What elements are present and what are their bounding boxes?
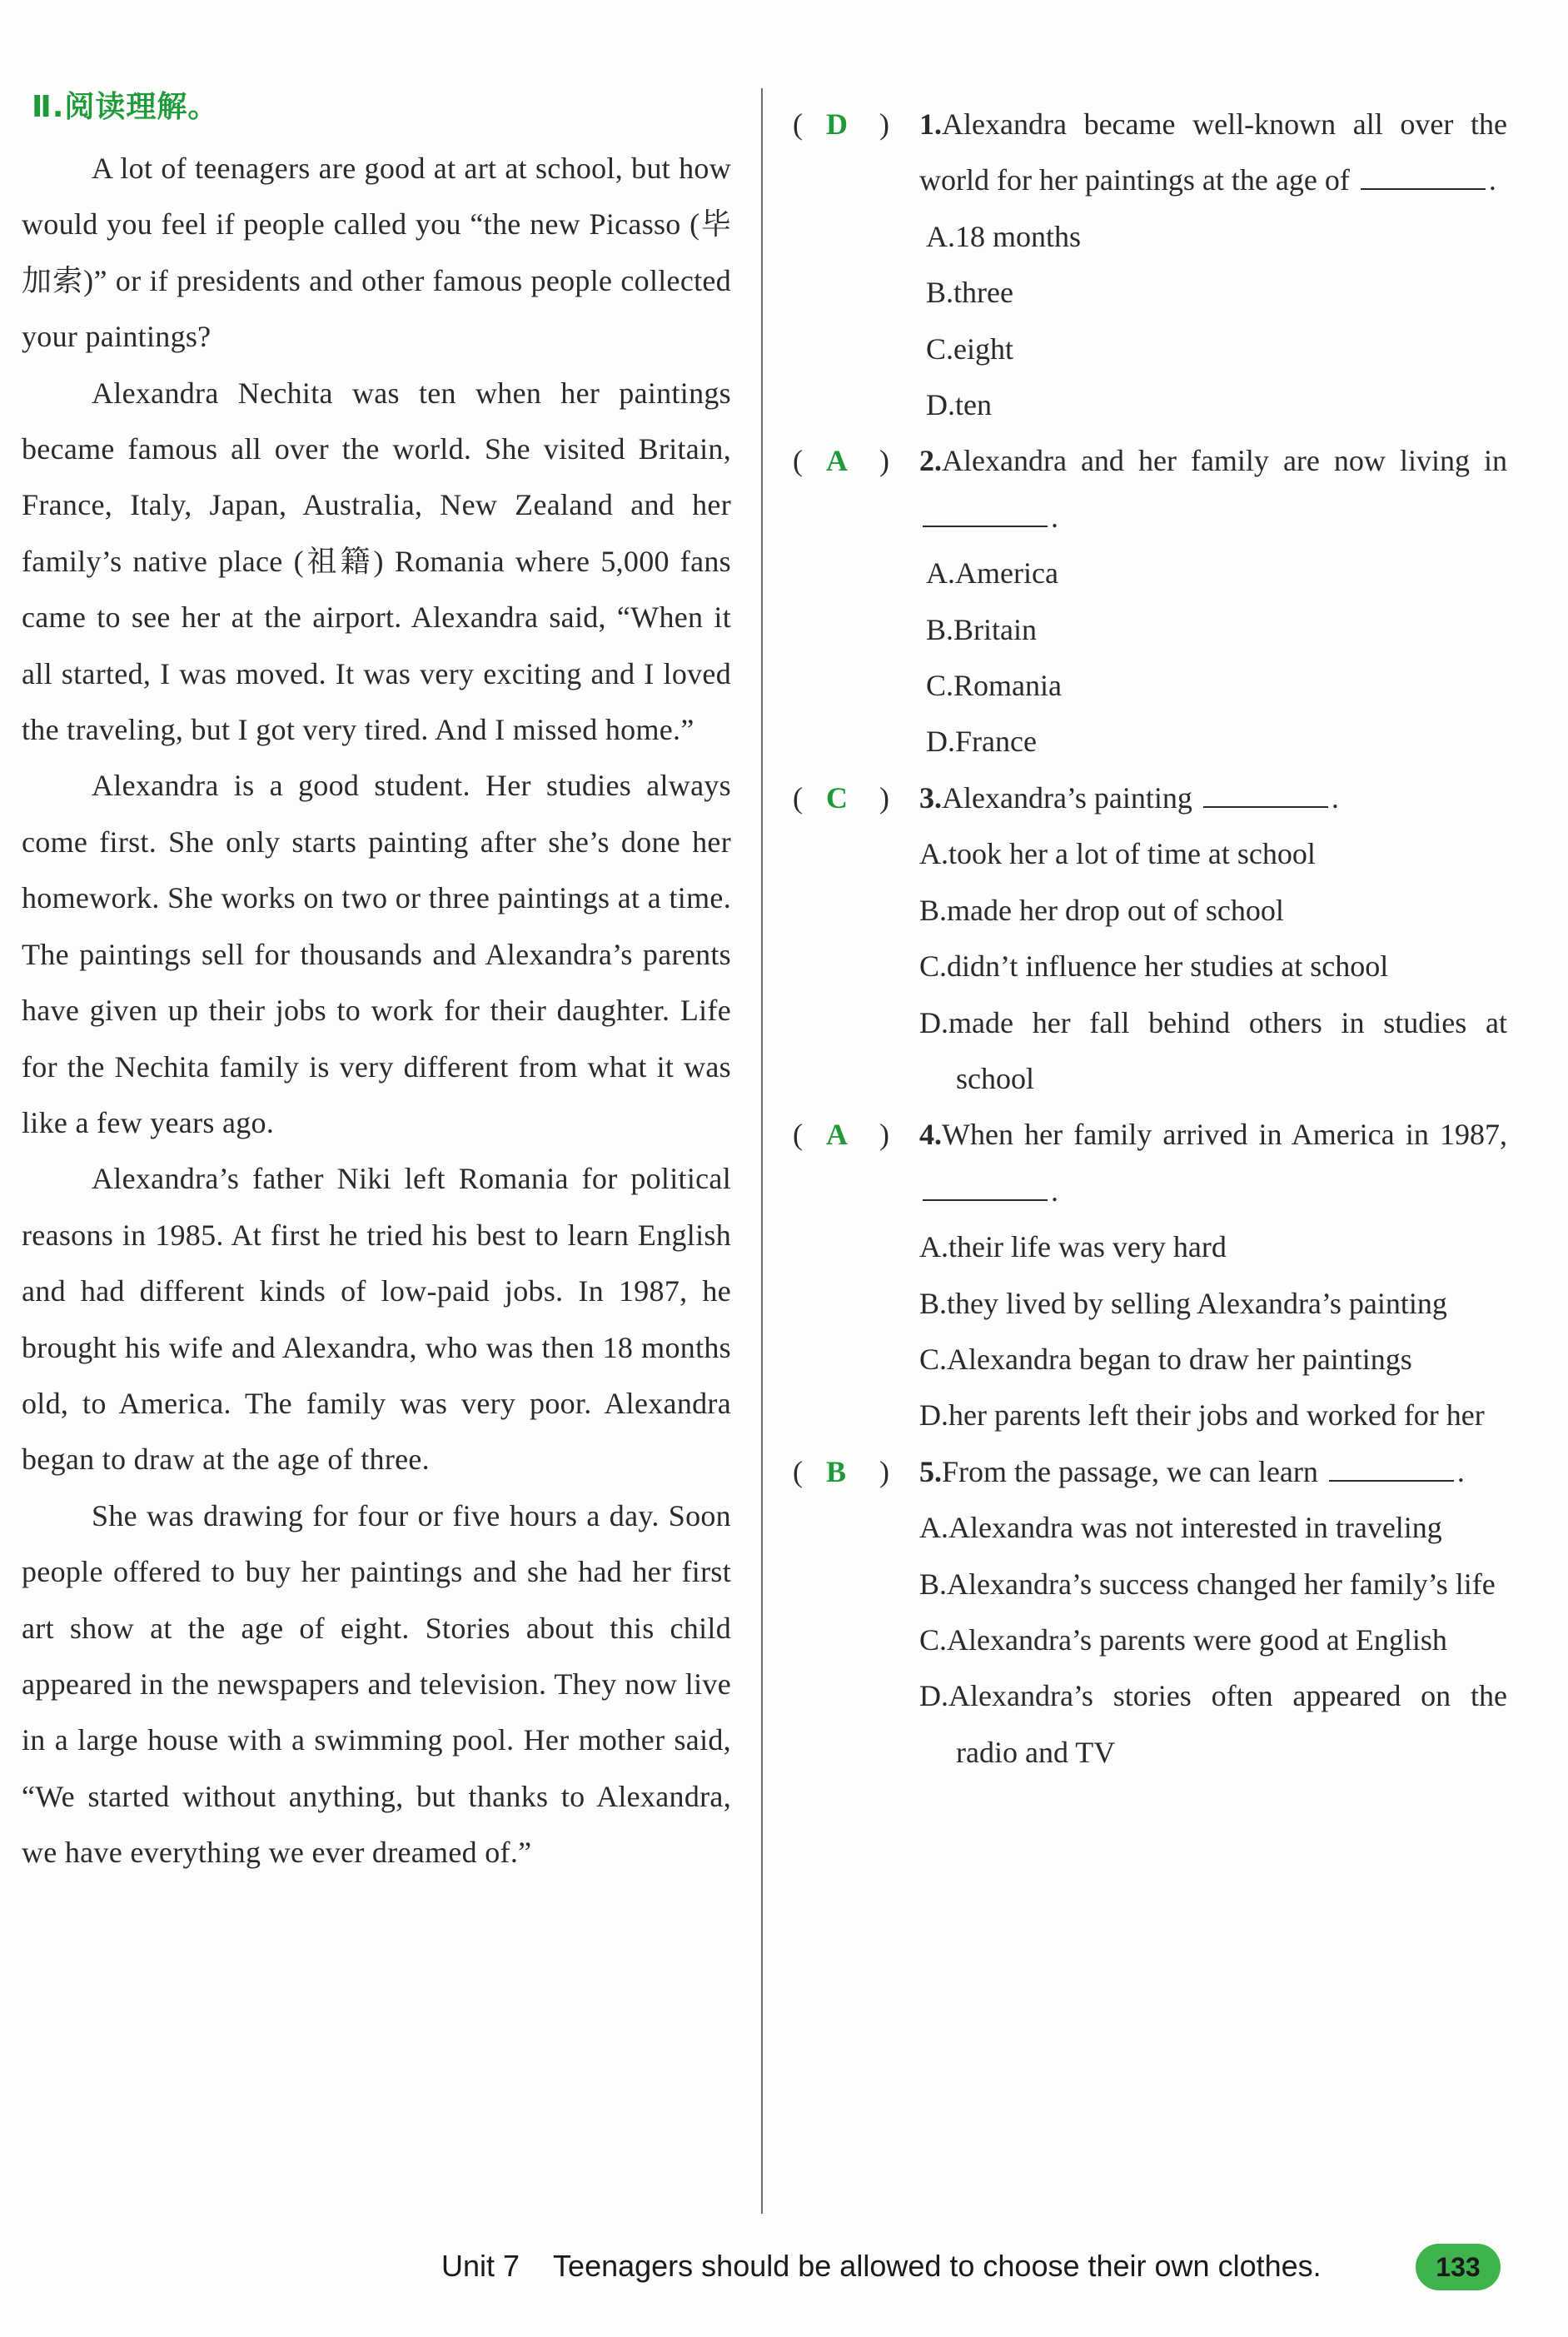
option: D.Alexandra’s stories often appeared on the radio and TV bbox=[919, 1679, 1507, 1769]
option: D.ten bbox=[926, 388, 992, 422]
question-stem bbox=[793, 1444, 1507, 1500]
question-2: ( A ) 2.Alexandra and her family are now living in . A.America B.Britain C.Romania D.France bbox=[793, 433, 1507, 770]
question-stem bbox=[793, 97, 1507, 209]
options bbox=[793, 209, 1507, 434]
option: D.made her fall behind others in studies at school bbox=[919, 1005, 1507, 1095]
passage-paragraph: She was drawing for four or five hours a day. Soon people offered to buy her paintings and she had her first art show at the age of eight. Stories about this child appeared in the newspapers and television. They now live in a large house with a swimming pool. Her mother said, “We started without anything, but thanks to Alexandra, we have everything we ever dreamed of.” bbox=[22, 1498, 731, 1870]
option: A.took her a lot of time at school bbox=[919, 837, 1316, 871]
question-number: 2. bbox=[919, 444, 942, 478]
footer-unit: Unit 7 bbox=[441, 2249, 520, 2283]
stem-text: Alexandra’s painting bbox=[942, 780, 1192, 815]
option: B.they lived by selling Alexandra’s painting bbox=[919, 1286, 1447, 1320]
question-number: 5. bbox=[919, 1454, 942, 1488]
question-number: 4. bbox=[919, 1118, 942, 1152]
option: B.Alexandra’s success changed her family’s life bbox=[919, 1567, 1496, 1601]
answer-letter: B bbox=[826, 1454, 847, 1488]
option: C.Romania bbox=[926, 669, 1062, 703]
option: D.her parents left their jobs and worked for her bbox=[919, 1398, 1485, 1433]
passage-paragraph: Alexandra Nechita was ten when her paintings became famous all over the world. She visited Britain, France, Italy, Japan, Australia, New Zealand and her family’s native place (祖籍) Romania where 5,000 fans came to see her at the airport. Alexandra said, “When it all started, I was moved. It was very exciting and I loved the traveling, but I got very tired. And I missed home.” bbox=[22, 376, 731, 747]
section-heading: Ⅱ.阅读理解。 bbox=[32, 90, 219, 124]
passage-paragraph: Alexandra is a good student. Her studies always come first. She only starts painting after she’s done her homework. She works on two or three paintings at a time. The paintings sell for thousands and Alexandra’s parents have given up their jobs to work for their daughter. Life for the Nechita family is very different from what it was like a few years ago. bbox=[22, 769, 731, 1139]
options bbox=[793, 826, 1507, 1107]
question-list bbox=[793, 97, 1507, 1781]
stem-text: From the passage, we can learn bbox=[942, 1454, 1318, 1488]
question-1: ( D ) 1.Alexandra became well-known all over the world for her paintings at the age of . A.18 months B.three C.eight D.ten bbox=[793, 97, 1507, 433]
option: C.Alexandra began to draw her paintings bbox=[919, 1342, 1412, 1376]
answer-blank bbox=[1329, 1455, 1454, 1482]
answer-letter: A bbox=[826, 444, 848, 478]
stem-end: . bbox=[1051, 500, 1058, 534]
stem-text: When her family arrived in America in 1987, bbox=[942, 1118, 1507, 1152]
passage-paragraph: Alexandra’s father Niki left Romania for political reasons in 1985. At first he tried his best to learn English and had different kinds of low-paid jobs. In 1987, he brought his wife and Alexandra, who was then 18 months old, to America. The family was very poor. Alexandra began to draw at the age of three. bbox=[22, 1162, 731, 1477]
stem-end: . bbox=[1051, 1173, 1058, 1208]
reading-passage bbox=[22, 83, 731, 1881]
option: B.Britain bbox=[926, 612, 1037, 646]
option: A.18 months bbox=[926, 219, 1082, 253]
answer-blank bbox=[923, 501, 1048, 527]
option: B.three bbox=[926, 276, 1013, 310]
option: B.made her drop out of school bbox=[919, 893, 1284, 927]
stem-end: . bbox=[1456, 1454, 1465, 1488]
option: A.Alexandra was not interested in traveling bbox=[919, 1511, 1442, 1545]
stem-text: Alexandra and her family are now living in bbox=[942, 444, 1507, 478]
option: C.didn’t influence her studies at school bbox=[919, 949, 1389, 984]
column-divider bbox=[761, 88, 763, 2214]
question-stem bbox=[793, 1107, 1507, 1219]
answer-letter: C bbox=[826, 780, 848, 815]
footer-title: Teenagers should be allowed to choose their own clothes. bbox=[553, 2249, 1322, 2283]
question-5: ( B ) 5.From the passage, we can learn . A.Alexandra was not interested in traveling B.Alexandra’s success changed her family’s life C.Alexandra’s parents were good at English D.Alexandra’s stories often appeared on the radio and TV bbox=[793, 1444, 1507, 1781]
question-4: ( A ) 4.When her family arrived in America in 1987, . A.their life was very hard B.they lived by selling Alexandra’s painting C.Alexandra began to draw her paintings D.her parents left their jobs and worked for her bbox=[793, 1107, 1507, 1443]
stem-text: Alexandra became well-known all over the world for her paintings at the age of bbox=[919, 107, 1507, 197]
option: D.France bbox=[926, 725, 1037, 759]
answer-letter: D bbox=[826, 107, 848, 141]
answer-blank bbox=[923, 1174, 1048, 1201]
option: A.America bbox=[926, 556, 1058, 590]
question-stem bbox=[793, 433, 1507, 546]
stem-end: . bbox=[1488, 163, 1496, 197]
passage-paragraph: A lot of teenagers are good at art at school, but how would you feel if people called you “the new Picasso (毕加索)” or if presidents and other famous people collected your paintings? bbox=[22, 152, 731, 354]
option: C.Alexandra’s parents were good at English bbox=[919, 1622, 1447, 1657]
options bbox=[793, 1500, 1507, 1781]
question-3: ( C ) 3.Alexandra’s painting . A.took her a lot of time at school B.made her drop out of school C.didn’t influence her studies at school D.made her fall behind others in studies at school bbox=[793, 770, 1507, 1107]
question-number: 3. bbox=[919, 780, 942, 815]
answer-blank bbox=[1203, 781, 1328, 808]
answer-letter: A bbox=[826, 1118, 848, 1152]
answer-blank bbox=[1361, 163, 1486, 190]
page-footer bbox=[441, 2249, 1322, 2284]
question-number: 1. bbox=[919, 107, 942, 141]
options bbox=[793, 1219, 1507, 1444]
option: C.eight bbox=[926, 331, 1013, 366]
option: A.their life was very hard bbox=[919, 1230, 1227, 1264]
options bbox=[793, 546, 1507, 770]
page-number-badge: 133 bbox=[1416, 2244, 1501, 2290]
stem-end: . bbox=[1331, 780, 1339, 815]
question-stem bbox=[793, 770, 1507, 826]
